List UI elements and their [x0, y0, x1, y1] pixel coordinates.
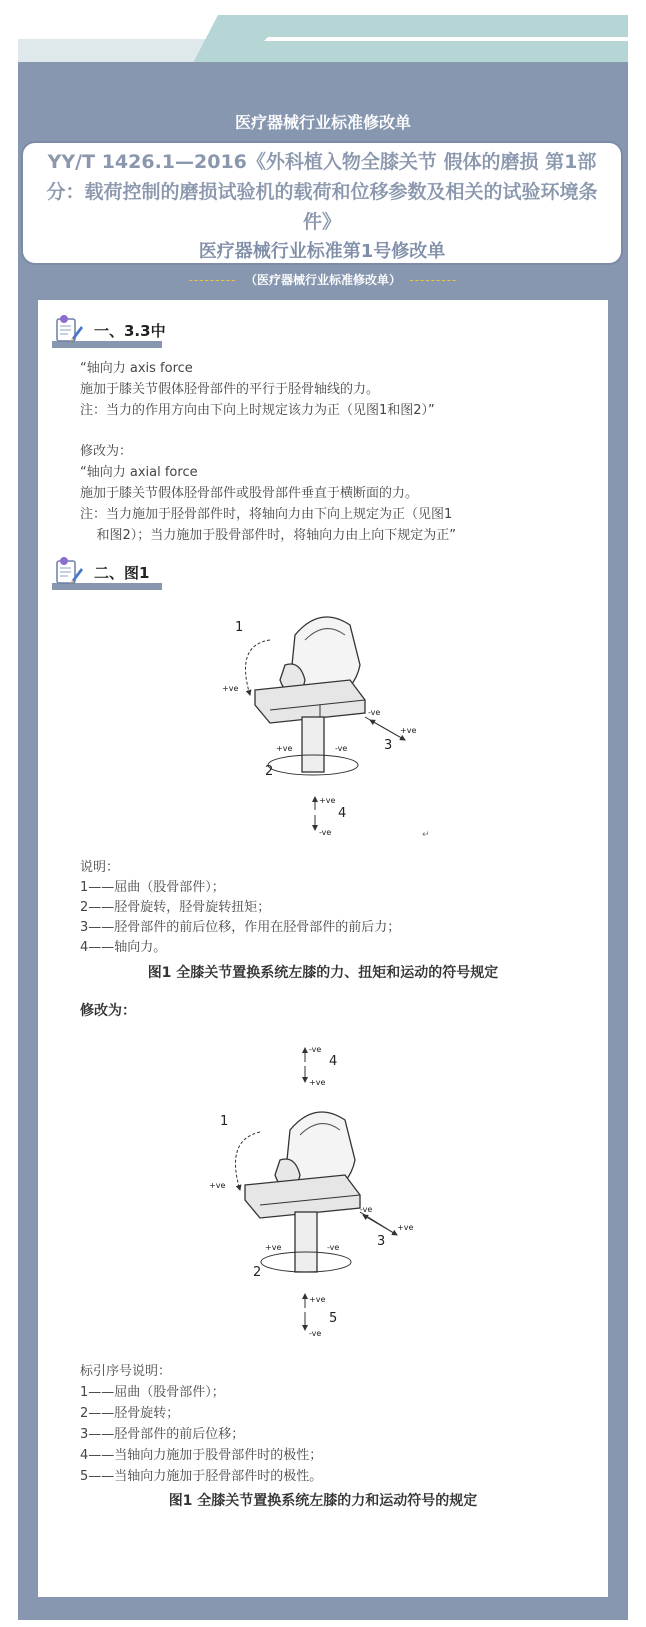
notepad-pen-icon	[54, 314, 84, 344]
fig-sign-label: +ve	[397, 1223, 414, 1232]
tibial-stem	[302, 717, 324, 772]
legend-item: 1——屈曲（股骨部件）；	[80, 880, 225, 895]
legend-title: 标引序号说明：	[80, 1364, 172, 1379]
fig-sign-label: +ve	[209, 1181, 226, 1190]
paragraph-line: 施加于膝关节假体胫骨部件或股骨部件垂直于横断面的力。	[80, 486, 419, 501]
paragraph-line: 和图2）；当力施加于股骨部件时，将轴向力由上向下规定为正”	[80, 528, 457, 543]
fig-label: 4	[338, 806, 347, 821]
section-heading	[52, 560, 172, 590]
figure-caption: 图1 全膝关节置换系统左膝的力和运动符号的规定	[168, 1493, 478, 1509]
fig-sign-label: -ve	[327, 1243, 340, 1252]
section-heading-text: 二、图1	[94, 564, 150, 582]
paragraph-line: “轴向力 axis force	[80, 361, 193, 376]
legend-title: 说明：	[80, 860, 120, 875]
divider: ---------	[188, 273, 237, 287]
header-decoration	[18, 15, 628, 63]
fig-sign-label: +ve	[319, 796, 336, 805]
doc-title-box	[21, 141, 623, 265]
doc-subtitle	[0, 271, 646, 288]
legend-item: 2——胫骨旋转；	[80, 1406, 180, 1421]
doc-title-line: YY/T 1426.1—2016《外科植入物全膝关节 假体的磨损 第1部	[47, 151, 597, 173]
section-heading	[52, 318, 172, 348]
legend-item: 2——胫骨旋转，胫骨旋转扭矩；	[80, 900, 271, 915]
legend-item: 4——轴向力。	[80, 940, 167, 955]
figure-caption: 图1 全膝关节置换系统左膝的力、扭矩和运动的符号规定	[147, 965, 499, 981]
fig-sign-label: -ve	[319, 828, 332, 837]
fig-sign-label: -ve	[360, 1205, 373, 1214]
fig-label: 1	[235, 620, 244, 635]
paragraph-line: “轴向力 axial force	[80, 465, 198, 480]
fig-sign-label: -ve	[309, 1329, 322, 1338]
doc-title-line: 分：载荷控制的磨损试验机的载荷和位移参数及相关的试验环境条	[46, 181, 598, 203]
tibial-stem	[295, 1212, 317, 1272]
return-mark: ↵	[422, 830, 430, 840]
fig-label: 2	[253, 1265, 262, 1280]
notepad-pen-icon	[54, 556, 84, 586]
legend-item: 5——当轴向力施加于胫骨部件时的极性。	[80, 1469, 323, 1484]
fig-label: 5	[329, 1311, 338, 1326]
fig-sign-label: -ve	[368, 708, 381, 717]
fig-sign-label: +ve	[309, 1078, 326, 1087]
doc-title-line: 件》	[302, 211, 341, 233]
fig-sign-label: +ve	[265, 1243, 282, 1252]
fig-sign-label: +ve	[400, 726, 417, 735]
fig-sign-label: -ve	[335, 744, 348, 753]
knee-figure-original	[210, 605, 440, 850]
fig-sign-label: +ve	[309, 1295, 326, 1304]
fig-sign-label: -ve	[309, 1045, 322, 1054]
paragraph-line: 注：当力的作用方向由下向上时规定该力为正（见图1和图2）”	[80, 403, 435, 418]
fig-label: 4	[329, 1054, 338, 1069]
fig-label: 3	[377, 1234, 386, 1249]
knee-figure-modified	[205, 1040, 435, 1350]
modify-label: 修改为：	[80, 1003, 136, 1019]
legend-item: 3——胫骨部件的前后位移；	[80, 1427, 245, 1442]
legend-item: 4——当轴向力施加于股骨部件时的极性；	[80, 1448, 323, 1463]
fig-label: 1	[220, 1114, 229, 1129]
legend-item: 3——胫骨部件的前后位移，作用在胫骨部件的前后力；	[80, 920, 401, 935]
fig-sign-label: +ve	[222, 684, 239, 693]
doc-small-title: 医疗器械行业标准修改单	[234, 113, 411, 132]
modify-label: 修改为：	[80, 444, 133, 459]
paragraph-line: 注：当力施加于胫骨部件时，将轴向力由下向上规定为正（见图1	[80, 507, 453, 522]
divider: ---------	[409, 273, 458, 287]
legend-item: 1——屈曲（股骨部件）；	[80, 1385, 225, 1400]
fig-label: 3	[384, 738, 393, 753]
fig-sign-label: +ve	[276, 744, 293, 753]
fig-label: 2	[265, 764, 274, 779]
subtitle-text: （医疗器械行业标准修改单）	[244, 273, 401, 287]
paragraph-line: 施加于膝关节假体胫骨部件的平行于胫骨轴线的力。	[80, 382, 380, 397]
section-heading-text: 一、3.3中	[94, 322, 166, 340]
doc-title-line: 医疗器械行业标准第1号修改单	[198, 241, 446, 262]
